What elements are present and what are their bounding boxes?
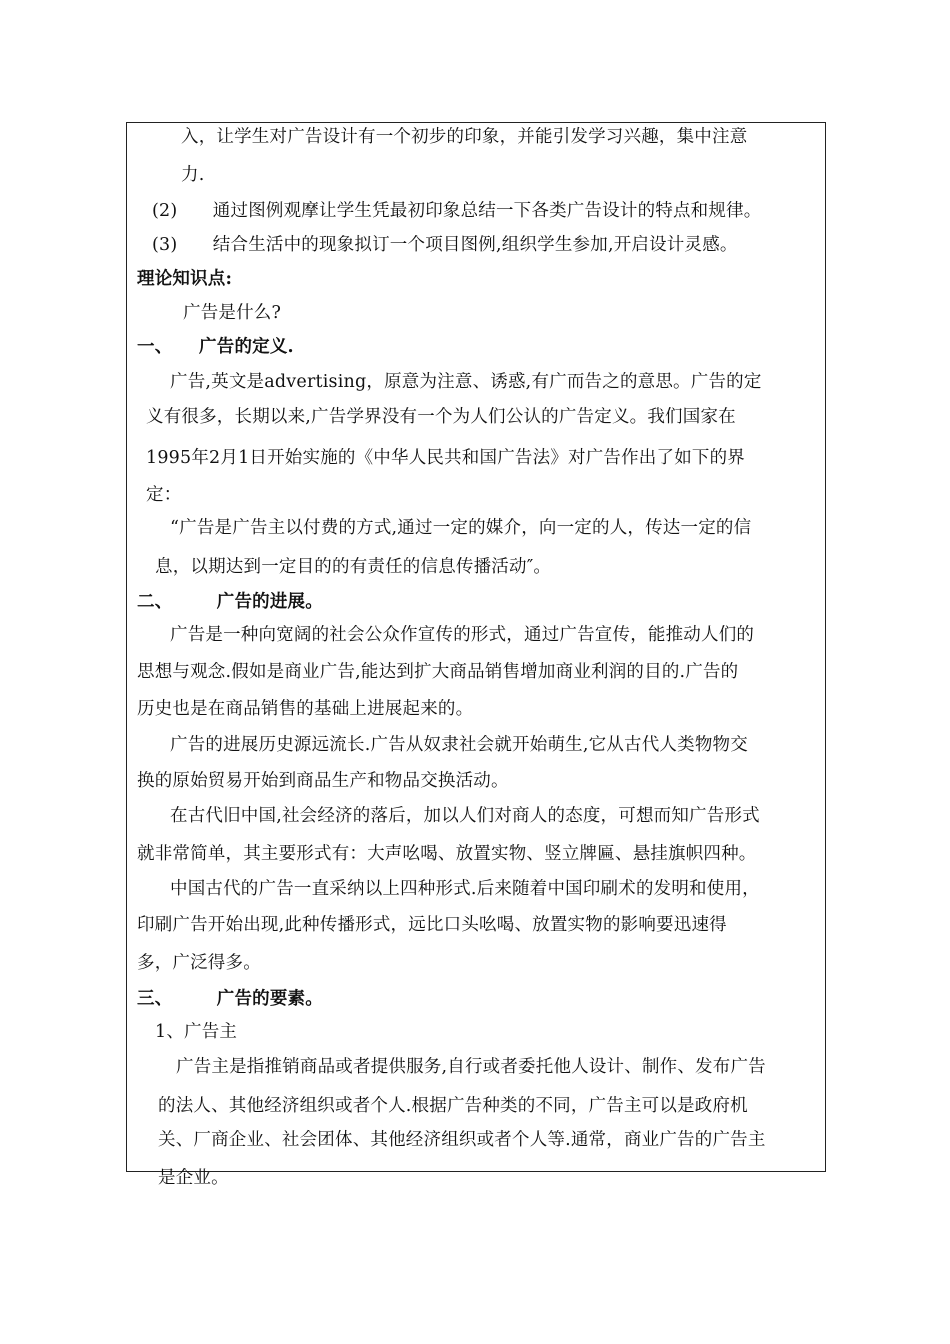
section-heading: 理论知识点:	[137, 269, 233, 289]
text-line: 广告是一种向宽阔的社会公众作宣传的形式，通过广告宣传，能推动人们的	[170, 625, 755, 645]
text-line: 中国古代的广告一直采纳以上四种形式.后来随着中国印刷术的发明和使用，	[170, 879, 760, 899]
text-line: 广告是什么?	[183, 303, 282, 323]
text-line: 换的原始贸易开始到商品生产和物品交换活动。	[137, 771, 509, 791]
text-line: (3) 结合生活中的现象拟订一个项目图例,组织学生参加,开启设计灵感。	[152, 235, 738, 255]
text-line: 历史也是在商品销售的基础上进展起来的。	[137, 699, 474, 719]
text-line: 1995年2月1日开始实施的《中华人民共和国广告法》对广告作出了如下的界	[146, 448, 746, 468]
text-line: 的法人、其他经济组织或者个人.根据广告种类的不同，广告主可以是政府机	[158, 1096, 748, 1116]
text-line: 力.	[181, 165, 205, 185]
text-line: 印刷广告开始出现,此种传播形式，远比口头吆喝、放置实物的影响要迅速得	[137, 915, 727, 935]
text-line: 就非常简单，其主要形式有：大声吆喝、放置实物、竖立牌匾、悬挂旗帜四种。	[137, 844, 757, 864]
text-line: 是企业。	[158, 1168, 229, 1188]
section-heading: 三、 广告的要素。	[137, 989, 323, 1009]
text-line: 义有很多，长期以来,广告学界没有一个为人们公认的广告定义。我们国家在	[146, 407, 736, 427]
text-line: 广告主是指推销商品或者提供服务,自行或者委托他人设计、制作、发布广告	[176, 1057, 766, 1077]
text-line: 入，让学生对广告设计有一个初步的印象，并能引发学习兴趣，集中注意	[181, 127, 748, 147]
text-line: 关、厂商企业、社会团体、其他经济组织或者个人等.通常，商业广告的广告主	[158, 1130, 766, 1150]
text-line: 广告,英文是advertising，原意为注意、诱惑,有广而告之的意思。广告的定	[170, 372, 762, 392]
text-line: 1、广告主	[155, 1022, 238, 1042]
text-line: 广告的进展历史源远流长.广告从奴隶社会就开始萌生,它从古代人类物物交	[170, 735, 748, 755]
text-line: 定：	[146, 485, 182, 505]
text-line: 思想与观念.假如是商业广告,能达到扩大商品销售增加商业利润的目的.广告的	[137, 662, 739, 682]
text-line: 多，广泛得多。	[137, 953, 261, 973]
text-line: 在古代旧中国,社会经济的落后，加以人们对商人的态度，可想而知广告形式	[170, 806, 760, 826]
section-heading: 二、 广告的进展。	[137, 592, 323, 612]
section-heading: 一、 广告的定义.	[137, 337, 294, 357]
text-line: (2) 通过图例观摩让学生凭最初印象总结一下各类广告设计的特点和规律。	[152, 201, 762, 221]
text-line: “广告是广告主以付费的方式,通过一定的媒介，向一定的人，传达一定的信	[170, 518, 752, 538]
text-line: 息，以期达到一定目的的有责任的信息传播活动″。	[155, 557, 552, 577]
